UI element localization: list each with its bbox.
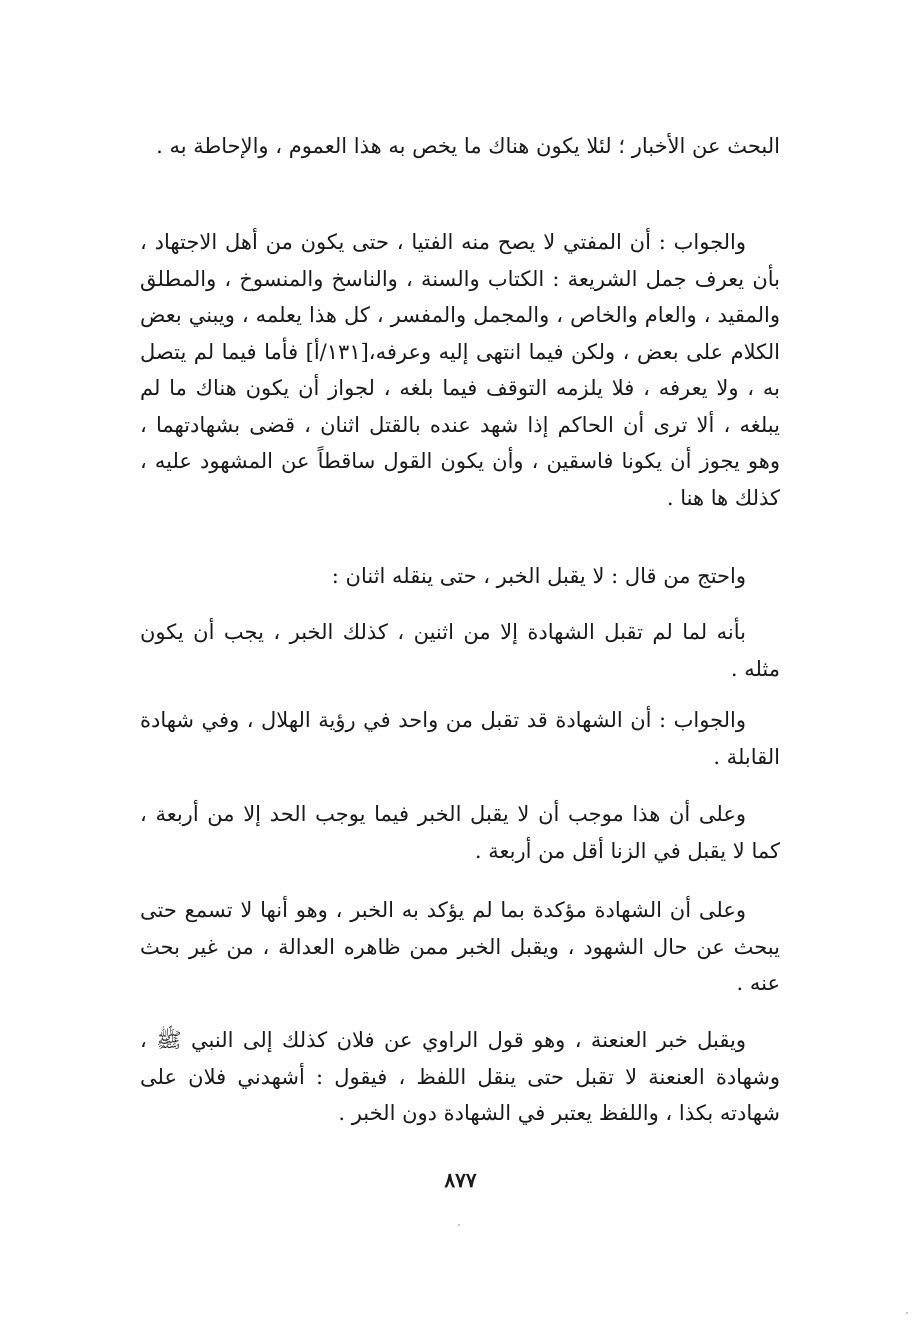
text-block-5	[140, 702, 780, 775]
text-block-4	[140, 614, 780, 687]
paragraph-answer-mufti: والجواب : أن المفتي لا يصح منه الفتيا ، حتى يكون من أهل الاجتهاد ، بأن يعرف جمل الشريعة : الكتاب والسنة ، والناسخ والمنسوخ ، والمطلق والمقيد ، والعام والخاص ، والمجمل والمفسر ، كل هذا يعلمه ، ويبني بعض الكلام على بعض ، ولكن فيما انتهى إليه وعرفه،[١٣١/أ] فأما فيما لم يتصل به ، ولا يعرفه ، فلا يلزمه التوقف فيما بلغه ، لجواز أن يكون هناك ما لم يبلغه ، ألا ترى أن الحاكم إذا شهد عنده بالقتل اثنان ، قضى بشهادتهما ، وهو يجوز أن يكونا فاسقين ، وأن يكون القول ساقطاً عن المشهود عليه ، كذلك ها هنا .	[140, 230, 780, 510]
text-block-1	[140, 128, 780, 165]
text-block-6	[140, 796, 780, 869]
paragraph-answer-testimony: والجواب : أن الشهادة قد تقبل من واحد في رؤية الهلال ، وفي شهادة القابلة .	[140, 708, 780, 769]
text-block-2	[140, 224, 780, 516]
page-number: ٨٧٧	[444, 1168, 477, 1192]
paragraph-continuation: البحث عن الأخبار ؛ لئلا يكون هناك ما يخص به هذا العموم ، والإحاطة به .	[156, 134, 780, 158]
scan-speck	[906, 1312, 908, 1314]
text-block-7	[140, 892, 780, 1002]
paragraph-anana: ويقبل خبر العنعنة ، وهو قول الراوي عن فلان كذلك إلى النبي ﷺ ، وشهادة العنعنة لا تقبل حتى ينقل اللفظ ، فيقول : أشهدني فلان على شهادته بكذا ، واللفظ يعتبر في الشهادة دون الخبر .	[140, 1028, 780, 1125]
text-block-3	[140, 558, 780, 595]
scan-speck	[458, 1224, 460, 1226]
paragraph-four-witnesses: وعلى أن هذا موجب أن لا يقبل الخبر فيما يوجب الحد إلا من أربعة ، كما لا يقبل في الزنا أقل من أربعة .	[140, 802, 780, 863]
paragraph-testimony-emphasis: وعلى أن الشهادة مؤكدة بما لم يؤكد به الخبر ، وهو أنها لا تسمع حتى يبحث عن حال الشهود ، ويقبل الخبر ممن ظاهره العدالة ، من غير بحث عنه .	[140, 898, 780, 995]
paragraph-testimony-analogy: بأنه لما لم تقبل الشهادة إلا من اثنين ، كذلك الخبر ، يجب أن يكون مثله .	[140, 620, 780, 681]
text-block-8	[140, 1022, 780, 1132]
paragraph-argument-two-narrators: واحتج من قال : لا يقبل الخبر ، حتى ينقله اثنان :	[331, 564, 746, 588]
